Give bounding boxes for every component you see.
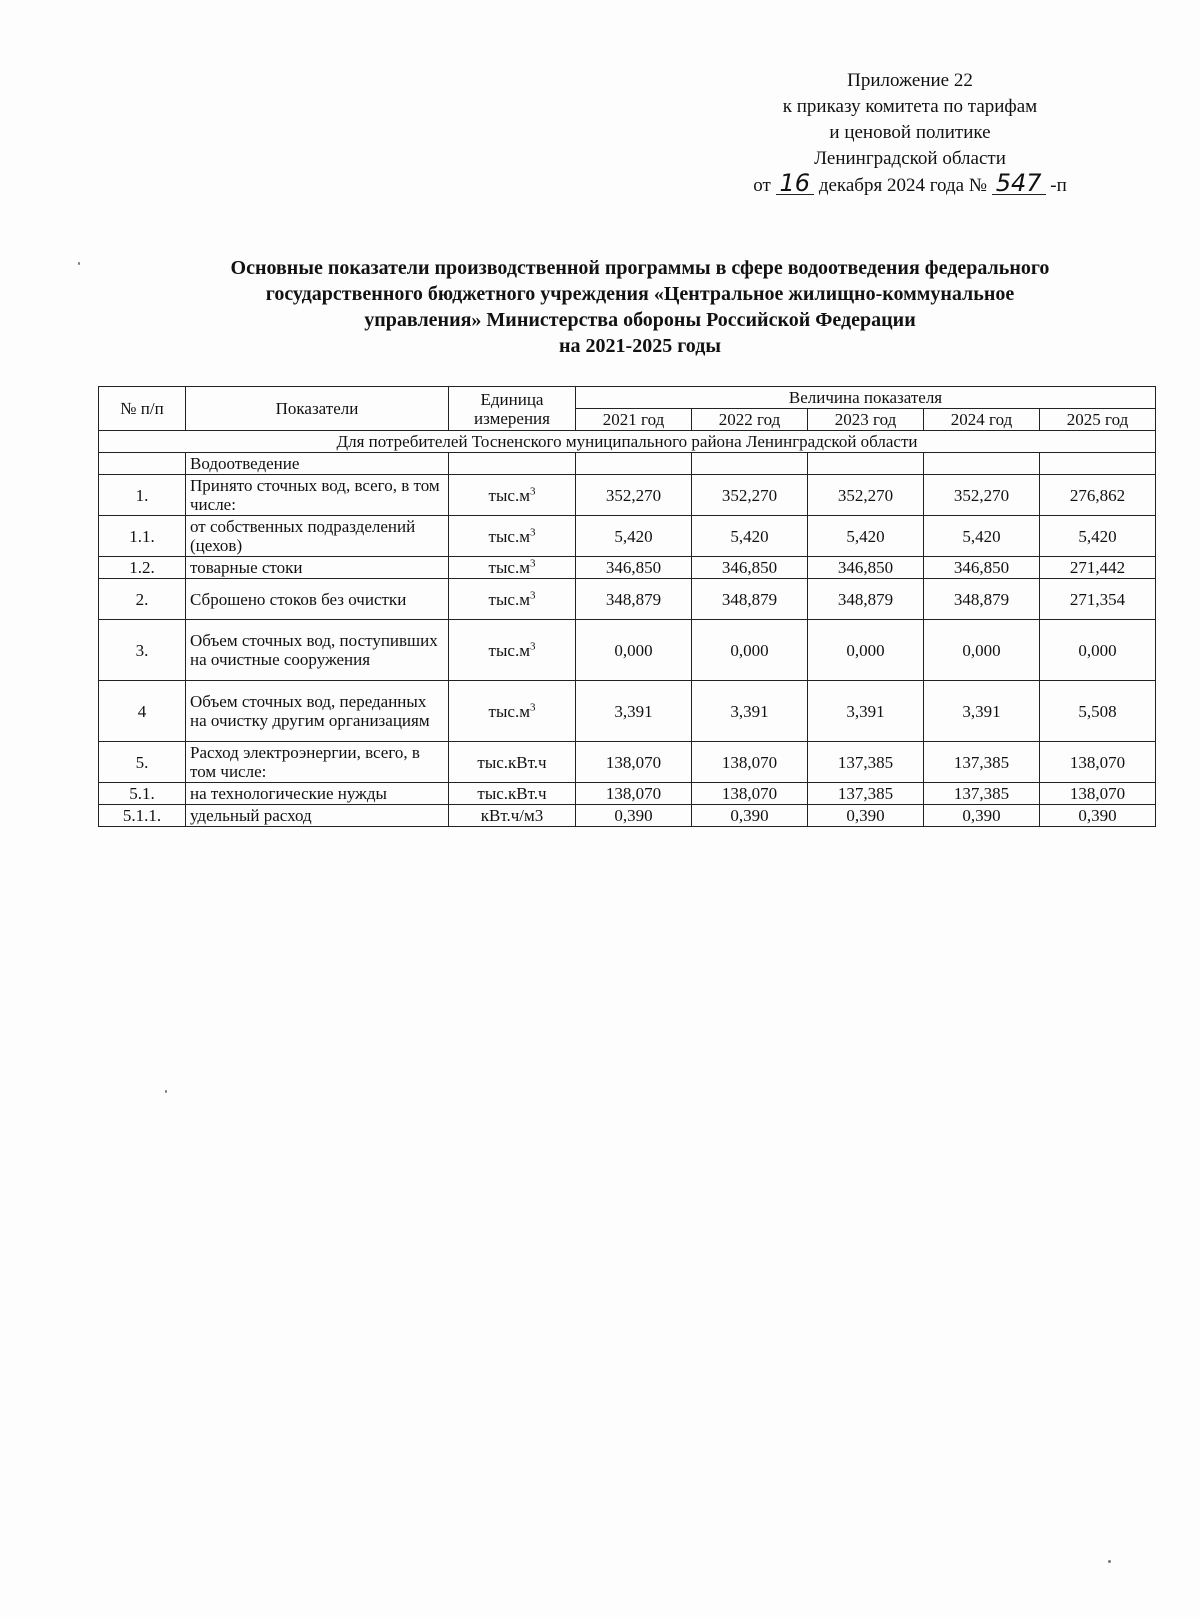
row-value: 5,420 bbox=[808, 516, 924, 557]
row-value: 138,070 bbox=[1040, 783, 1156, 805]
row-value: 5,420 bbox=[576, 516, 692, 557]
row-unit: тыс.кВт.ч bbox=[477, 752, 547, 772]
row-value: 348,879 bbox=[924, 579, 1040, 620]
empty-cell bbox=[1040, 453, 1156, 475]
row-unit: тыс.м bbox=[488, 526, 530, 546]
row-unit-cell bbox=[449, 620, 576, 681]
header-num: № п/п bbox=[99, 387, 186, 431]
row-unit: тыс.м bbox=[488, 589, 530, 609]
row-indicator: Принято сточных вод, всего, в том числе: bbox=[186, 475, 449, 516]
row-indicator: на технологические нужды bbox=[186, 783, 449, 805]
row-unit: тыс.м bbox=[488, 558, 530, 577]
row-unit: тыс.м bbox=[488, 485, 530, 505]
row-value: 348,879 bbox=[692, 579, 808, 620]
row-value: 3,391 bbox=[692, 681, 808, 742]
title-line-3: управления» Министерства обороны Российской Федерации bbox=[364, 309, 916, 331]
handwritten-order-number: 547 bbox=[992, 172, 1046, 195]
group-num bbox=[99, 453, 186, 475]
scan-speck bbox=[78, 262, 80, 265]
header-year: 2023 год bbox=[808, 409, 924, 431]
row-indicator: Расход электроэнергии, всего, в том числе: bbox=[186, 742, 449, 783]
row-value: 0,390 bbox=[576, 805, 692, 827]
row-value: 137,385 bbox=[924, 783, 1040, 805]
table-row bbox=[99, 557, 1156, 579]
table-row bbox=[99, 783, 1156, 805]
row-value: 3,391 bbox=[924, 681, 1040, 742]
section-row bbox=[99, 431, 1156, 453]
row-unit-exponent: 3 bbox=[529, 700, 536, 713]
row-value: 346,850 bbox=[924, 557, 1040, 579]
row-unit-exponent: 3 bbox=[529, 484, 536, 497]
title-line-1: Основные показатели производственной программы в сфере водоотведения федерального bbox=[230, 257, 1050, 279]
row-value: 3,391 bbox=[576, 681, 692, 742]
row-value: 138,070 bbox=[692, 783, 808, 805]
order-suffix: -п bbox=[1050, 175, 1067, 196]
appendix-line-1: к приказу комитета по тарифам bbox=[782, 96, 1038, 117]
scan-speck bbox=[165, 1090, 167, 1093]
row-value: 5,420 bbox=[924, 516, 1040, 557]
row-indicator: товарные стоки bbox=[186, 557, 449, 579]
row-value: 352,270 bbox=[924, 475, 1040, 516]
row-indicator: Сброшено стоков без очистки bbox=[186, 579, 449, 620]
row-value: 348,879 bbox=[576, 579, 692, 620]
group-row bbox=[99, 453, 1156, 475]
row-unit-cell bbox=[449, 681, 576, 742]
handwritten-day: 16 bbox=[776, 172, 815, 195]
row-value: 138,070 bbox=[692, 742, 808, 783]
appendix-line-2: и ценовой политике bbox=[829, 122, 991, 143]
row-num: 1. bbox=[99, 475, 186, 516]
empty-cell bbox=[924, 453, 1040, 475]
row-indicator: от собственных подразделений (цехов) bbox=[186, 516, 449, 557]
empty-cell bbox=[449, 453, 576, 475]
row-unit-cell bbox=[449, 805, 576, 827]
row-unit: кВт.ч/м3 bbox=[480, 806, 544, 825]
row-unit: тыс.м bbox=[488, 640, 530, 660]
row-num: 4 bbox=[99, 681, 186, 742]
empty-cell bbox=[692, 453, 808, 475]
header-value: Величина показателя bbox=[576, 387, 1156, 409]
row-unit-exponent: 3 bbox=[529, 588, 536, 601]
row-value: 5,420 bbox=[1040, 516, 1156, 557]
row-value: 3,391 bbox=[808, 681, 924, 742]
table-row bbox=[99, 579, 1156, 620]
row-unit-exponent: 3 bbox=[529, 525, 536, 538]
table-row bbox=[99, 516, 1156, 557]
row-value: 352,270 bbox=[808, 475, 924, 516]
row-unit-exponent: 3 bbox=[529, 557, 536, 570]
row-value: 271,442 bbox=[1040, 557, 1156, 579]
row-indicator: Объем сточных вод, поступивших на очистные сооружения bbox=[186, 620, 449, 681]
date-middle: декабря 2024 года № bbox=[818, 175, 987, 196]
table-row bbox=[99, 805, 1156, 827]
table-row bbox=[99, 620, 1156, 681]
row-num: 5.1.1. bbox=[99, 805, 186, 827]
row-value: 0,000 bbox=[576, 620, 692, 681]
header-year: 2025 год bbox=[1040, 409, 1156, 431]
row-num: 3. bbox=[99, 620, 186, 681]
header-year: 2022 год bbox=[692, 409, 808, 431]
title-line-2: государственного бюджетного учреждения «Центральное жилищно-коммунальное bbox=[265, 283, 1015, 305]
group-label: Водоотведение bbox=[186, 453, 449, 475]
row-value: 352,270 bbox=[692, 475, 808, 516]
row-unit-cell bbox=[449, 516, 576, 557]
appendix-number: Приложение 22 bbox=[847, 70, 973, 91]
table-row bbox=[99, 742, 1156, 783]
row-num: 1.2. bbox=[99, 557, 186, 579]
row-unit-cell bbox=[449, 579, 576, 620]
row-unit-cell bbox=[449, 783, 576, 805]
row-num: 1.1. bbox=[99, 516, 186, 557]
row-value: 5,508 bbox=[1040, 681, 1156, 742]
appendix-line-3: Ленинградской области bbox=[814, 148, 1006, 169]
row-value: 138,070 bbox=[576, 742, 692, 783]
table-row bbox=[99, 475, 1156, 516]
row-unit: тыс.кВт.ч bbox=[477, 784, 547, 803]
appendix-header bbox=[720, 68, 1100, 199]
empty-cell bbox=[576, 453, 692, 475]
row-value: 346,850 bbox=[692, 557, 808, 579]
row-unit-cell bbox=[449, 557, 576, 579]
row-value: 346,850 bbox=[576, 557, 692, 579]
scan-speck bbox=[1108, 1560, 1111, 1563]
header-unit: Единица измерения bbox=[449, 387, 576, 431]
row-value: 0,390 bbox=[924, 805, 1040, 827]
row-num: 2. bbox=[99, 579, 186, 620]
row-value: 137,385 bbox=[808, 783, 924, 805]
header-year: 2021 год bbox=[576, 409, 692, 431]
row-value: 5,420 bbox=[692, 516, 808, 557]
row-indicator: Объем сточных вод, переданных на очистку другим организациям bbox=[186, 681, 449, 742]
row-num: 5. bbox=[99, 742, 186, 783]
section-label: Для потребителей Тосненского муниципального района Ленинградской области bbox=[99, 431, 1156, 453]
table-row bbox=[99, 681, 1156, 742]
row-value: 0,000 bbox=[808, 620, 924, 681]
header-year: 2024 год bbox=[924, 409, 1040, 431]
row-unit-cell bbox=[449, 742, 576, 783]
row-num: 5.1. bbox=[99, 783, 186, 805]
row-value: 0,390 bbox=[808, 805, 924, 827]
row-value: 137,385 bbox=[808, 742, 924, 783]
row-value: 276,862 bbox=[1040, 475, 1156, 516]
row-value: 348,879 bbox=[808, 579, 924, 620]
date-prefix: от bbox=[753, 175, 771, 196]
row-value: 0,390 bbox=[1040, 805, 1156, 827]
row-value: 137,385 bbox=[924, 742, 1040, 783]
header-indicator: Показатели bbox=[186, 387, 449, 431]
row-value: 138,070 bbox=[1040, 742, 1156, 783]
indicators-table bbox=[98, 386, 1156, 827]
title-line-4: на 2021-2025 годы bbox=[559, 335, 721, 357]
row-unit-cell bbox=[449, 475, 576, 516]
row-value: 346,850 bbox=[808, 557, 924, 579]
row-indicator: удельный расход bbox=[186, 805, 449, 827]
row-unit-exponent: 3 bbox=[529, 639, 536, 652]
row-value: 0,000 bbox=[924, 620, 1040, 681]
row-value: 352,270 bbox=[576, 475, 692, 516]
row-value: 0,000 bbox=[692, 620, 808, 681]
row-value: 271,354 bbox=[1040, 579, 1156, 620]
document-title bbox=[80, 255, 1200, 359]
row-unit: тыс.м bbox=[488, 701, 530, 721]
order-date-line bbox=[720, 169, 1100, 199]
row-value: 0,390 bbox=[692, 805, 808, 827]
row-value: 138,070 bbox=[576, 783, 692, 805]
row-value: 0,000 bbox=[1040, 620, 1156, 681]
empty-cell bbox=[808, 453, 924, 475]
